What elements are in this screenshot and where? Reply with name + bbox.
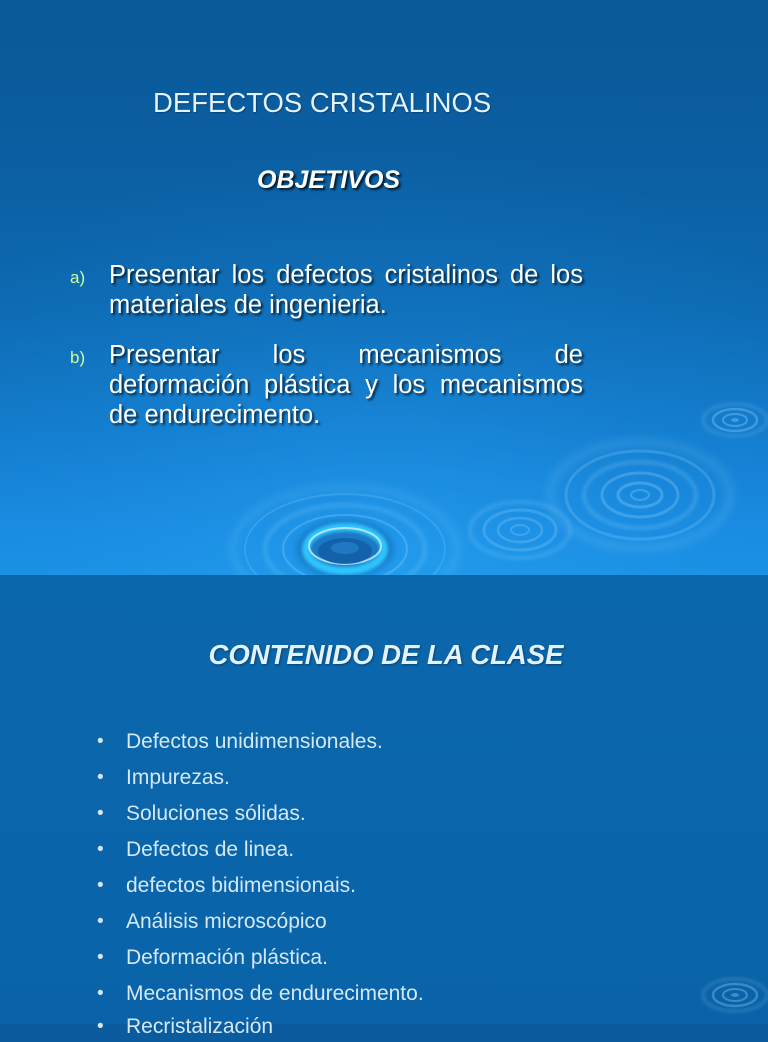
bullet-marker: • bbox=[97, 911, 104, 932]
content-item-text: defectos bidimensionais. bbox=[126, 874, 356, 897]
bullet-marker: • bbox=[97, 875, 104, 896]
content-item-text: Recristalización bbox=[126, 1015, 274, 1038]
content-list-item bbox=[0, 868, 768, 904]
content-item-text: Defectos de linea. bbox=[126, 838, 295, 861]
content-item-text: Mecanismos de endurecimento. bbox=[126, 982, 424, 1005]
objective-item bbox=[70, 340, 583, 430]
content-list-item bbox=[0, 796, 768, 832]
content-list-item bbox=[0, 1012, 768, 1038]
objective-label: a) bbox=[70, 268, 86, 287]
content-list-item bbox=[0, 940, 768, 976]
content-item-text: Defectos unidimensionales. bbox=[126, 730, 383, 753]
objective-text: Presentar los defectos cristalinos de los materiales de ingenieria. bbox=[109, 261, 583, 319]
content-list-item bbox=[0, 976, 768, 1012]
objective-label: b) bbox=[70, 348, 86, 367]
bullet-marker: • bbox=[97, 839, 104, 860]
content-item-text: Soluciones sólidas. bbox=[126, 802, 306, 825]
bullet-marker: • bbox=[97, 803, 104, 824]
content-list-item bbox=[0, 760, 768, 796]
ripple-main-ring bbox=[297, 521, 393, 577]
slide-title: DEFECTOS CRISTALINOS bbox=[153, 87, 492, 118]
content-list-item bbox=[0, 832, 768, 868]
content-list-item bbox=[0, 724, 768, 760]
content-item-text: Análisis microscópico bbox=[126, 910, 327, 933]
objectives-heading: OBJETIVOS bbox=[257, 166, 401, 194]
slide-contenido bbox=[0, 575, 768, 1038]
content-item-text: Impurezas. bbox=[126, 766, 230, 789]
bullet-marker: • bbox=[97, 767, 104, 788]
objective-text: Presentar los mecanismos de deformación plástica y los mecanismos de endurecimento. bbox=[109, 341, 583, 429]
ripple-small bbox=[703, 404, 767, 436]
bullet-marker: • bbox=[97, 731, 104, 752]
content-list-item bbox=[0, 904, 768, 940]
content-list bbox=[0, 724, 768, 1038]
bullet-marker: • bbox=[97, 947, 104, 968]
bullet-marker: • bbox=[97, 1016, 104, 1037]
bullet-marker: • bbox=[97, 983, 104, 1004]
content-item-text: Deformación plástica. bbox=[126, 946, 328, 969]
slide-title: CONTENIDO DE LA CLASE bbox=[208, 639, 564, 670]
objective-item bbox=[70, 260, 583, 320]
